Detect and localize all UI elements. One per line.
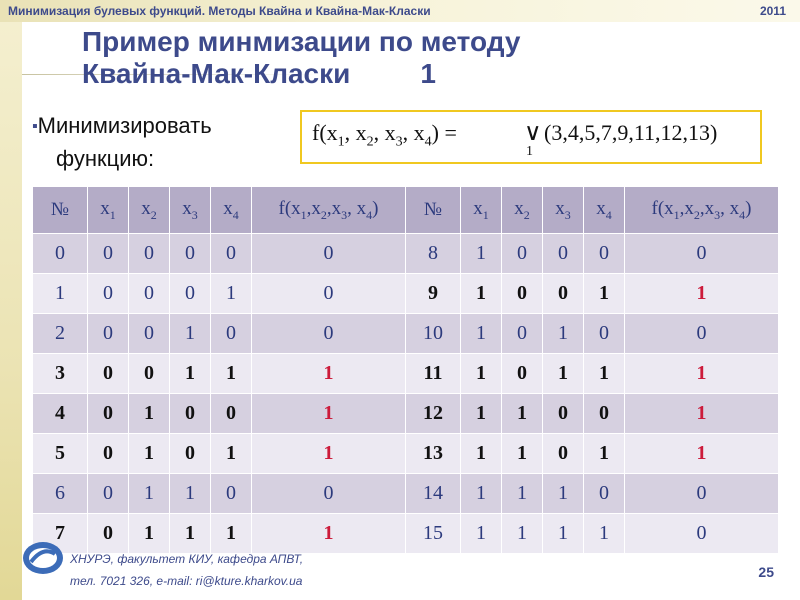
variable-cell: 0 (170, 434, 211, 474)
function-value-cell: 0 (252, 274, 406, 314)
disjunction-subscript: 1 (526, 144, 533, 159)
variable-cell: 0 (170, 394, 211, 434)
function-formula-box (300, 110, 762, 164)
variable-cell: 0 (88, 394, 129, 434)
function-value-cell: 1 (625, 354, 779, 394)
table-row (33, 394, 779, 434)
left-decorative-strip (0, 22, 22, 600)
variable-cell: 1 (461, 314, 502, 354)
top-header-bar (0, 0, 800, 22)
variable-cell: 0 (543, 394, 584, 434)
table-header-cell: № (33, 187, 88, 234)
variable-cell: 1 (461, 234, 502, 274)
variable-cell: 1 (170, 314, 211, 354)
variable-cell: 1 (211, 354, 252, 394)
table-row (33, 474, 779, 514)
variable-cell: 0 (170, 274, 211, 314)
variable-cell: 1 (502, 434, 543, 474)
table-header-row (33, 187, 779, 234)
variable-cell: 0 (88, 474, 129, 514)
variable-cell: 0 (502, 314, 543, 354)
variable-cell: 1 (502, 394, 543, 434)
table-row (33, 434, 779, 474)
variable-cell: 0 (211, 234, 252, 274)
function-value-cell: 1 (625, 274, 779, 314)
bullet-line-2: функцию: (56, 146, 155, 172)
row-number-cell: 1 (33, 274, 88, 314)
row-number-cell: 12 (406, 394, 461, 434)
function-value-cell: 0 (625, 234, 779, 274)
variable-cell: 0 (502, 354, 543, 394)
table-header-cell: $x_4$ (584, 187, 625, 234)
slide-title-line-1: Пример минмизации по методу (82, 26, 521, 57)
function-value-cell: 0 (625, 514, 779, 554)
row-number-cell: 9 (406, 274, 461, 314)
variable-cell: 1 (543, 514, 584, 554)
formula-lhs: $f(x_1$, $x_2$, $x_3$, $x_4$) = (312, 120, 457, 150)
variable-cell: 1 (461, 434, 502, 474)
table-header-cell: $f(x_1,x_2,x_3$, $x_4$) (625, 187, 779, 234)
slide-title-line-2: Квайна-Мак-Класки 1 (82, 58, 436, 89)
table-header-cell: $x_3$ (170, 187, 211, 234)
variable-cell: 0 (88, 314, 129, 354)
function-value-cell: 1 (252, 354, 406, 394)
row-number-cell: 8 (406, 234, 461, 274)
disjunction-symbol: ∨ (524, 120, 542, 146)
table-header-cell: $x_1$ (461, 187, 502, 234)
variable-cell: 1 (129, 474, 170, 514)
course-title: Минимизация булевых функций. Методы Квайна и Квайна-Мак-Класки (8, 4, 431, 18)
table-header-cell: $x_4$ (211, 187, 252, 234)
variable-cell: 1 (584, 274, 625, 314)
variable-cell: 0 (543, 234, 584, 274)
table-header-cell: $x_1$ (88, 187, 129, 234)
table-header-cell: $x_2$ (129, 187, 170, 234)
function-value-cell: 1 (625, 434, 779, 474)
table-row (33, 234, 779, 274)
variable-cell: 0 (129, 314, 170, 354)
table-header-cell: $x_2$ (502, 187, 543, 234)
variable-cell: 1 (584, 514, 625, 554)
variable-cell: 1 (461, 514, 502, 554)
function-value-cell: 1 (252, 514, 406, 554)
variable-cell: 1 (170, 474, 211, 514)
variable-cell: 1 (129, 514, 170, 554)
table-header-cell: № (406, 187, 461, 234)
bullet-text (32, 110, 212, 175)
variable-cell: 0 (88, 354, 129, 394)
variable-cell: 0 (543, 274, 584, 314)
function-value-cell: 1 (252, 434, 406, 474)
function-value-cell: 0 (252, 474, 406, 514)
function-value-cell: 0 (625, 474, 779, 514)
variable-cell: 0 (129, 234, 170, 274)
bullet-line-1: Минимизировать (37, 113, 212, 138)
row-number-cell: 5 (33, 434, 88, 474)
variable-cell: 0 (211, 314, 252, 354)
year-label: 2011 (759, 4, 786, 18)
variable-cell: 1 (584, 434, 625, 474)
variable-cell: 0 (88, 434, 129, 474)
variable-cell: 0 (211, 474, 252, 514)
row-number-cell: 10 (406, 314, 461, 354)
row-number-cell: 4 (33, 394, 88, 434)
bullet-marker-icon: ▪ (32, 118, 38, 136)
variable-cell: 1 (584, 354, 625, 394)
variable-cell: 0 (543, 434, 584, 474)
variable-cell: 1 (129, 434, 170, 474)
variable-cell: 1 (502, 514, 543, 554)
variable-cell: 1 (543, 354, 584, 394)
table-row (33, 274, 779, 314)
function-value-cell: 0 (252, 314, 406, 354)
variable-cell: 0 (502, 234, 543, 274)
variable-cell: 0 (170, 234, 211, 274)
truth-table (32, 186, 779, 554)
row-number-cell: 3 (33, 354, 88, 394)
footer-line-1: ХНУРЭ, факультет КИУ, кафедра АПВТ, (70, 552, 304, 566)
formula-minterm-set: (3,4,5,7,9,11,12,13) (544, 120, 718, 145)
variable-cell: 0 (502, 274, 543, 314)
table-row (33, 314, 779, 354)
function-value-cell: 1 (625, 394, 779, 434)
function-value-cell: 0 (625, 314, 779, 354)
row-number-cell: 7 (33, 514, 88, 554)
row-number-cell: 15 (406, 514, 461, 554)
university-logo (22, 540, 64, 576)
variable-cell: 0 (88, 234, 129, 274)
variable-cell: 1 (170, 514, 211, 554)
variable-cell: 1 (211, 274, 252, 314)
variable-cell: 1 (461, 474, 502, 514)
variable-cell: 1 (170, 354, 211, 394)
page-number: 25 (758, 564, 774, 580)
variable-cell: 0 (584, 394, 625, 434)
table-row (33, 354, 779, 394)
row-number-cell: 6 (33, 474, 88, 514)
variable-cell: 1 (461, 394, 502, 434)
row-number-cell: 0 (33, 234, 88, 274)
row-number-cell: 2 (33, 314, 88, 354)
row-number-cell: 14 (406, 474, 461, 514)
variable-cell: 1 (129, 394, 170, 434)
variable-cell: 1 (543, 474, 584, 514)
row-number-cell: 13 (406, 434, 461, 474)
variable-cell: 1 (461, 274, 502, 314)
variable-cell: 1 (211, 434, 252, 474)
row-number-cell: 11 (406, 354, 461, 394)
variable-cell: 1 (211, 514, 252, 554)
table-header-cell: $f(x_1,x_2,x_3$, $x_4$) (252, 187, 406, 234)
variable-cell: 1 (461, 354, 502, 394)
variable-cell: 0 (88, 274, 129, 314)
function-value-cell: 1 (252, 394, 406, 434)
footer-contacts (70, 548, 303, 592)
variable-cell: 0 (584, 234, 625, 274)
variable-cell: 0 (584, 474, 625, 514)
variable-cell: 1 (502, 474, 543, 514)
variable-cell: 0 (88, 514, 129, 554)
variable-cell: 1 (543, 314, 584, 354)
variable-cell: 0 (129, 274, 170, 314)
table-header-cell: $x_3$ (543, 187, 584, 234)
variable-cell: 0 (584, 314, 625, 354)
slide-title (82, 26, 520, 90)
variable-cell: 0 (211, 394, 252, 434)
variable-cell: 0 (129, 354, 170, 394)
footer-line-2: тел. 7021 326, e-mail: ri@kture.kharkov.ua (70, 574, 303, 588)
function-value-cell: 0 (252, 234, 406, 274)
